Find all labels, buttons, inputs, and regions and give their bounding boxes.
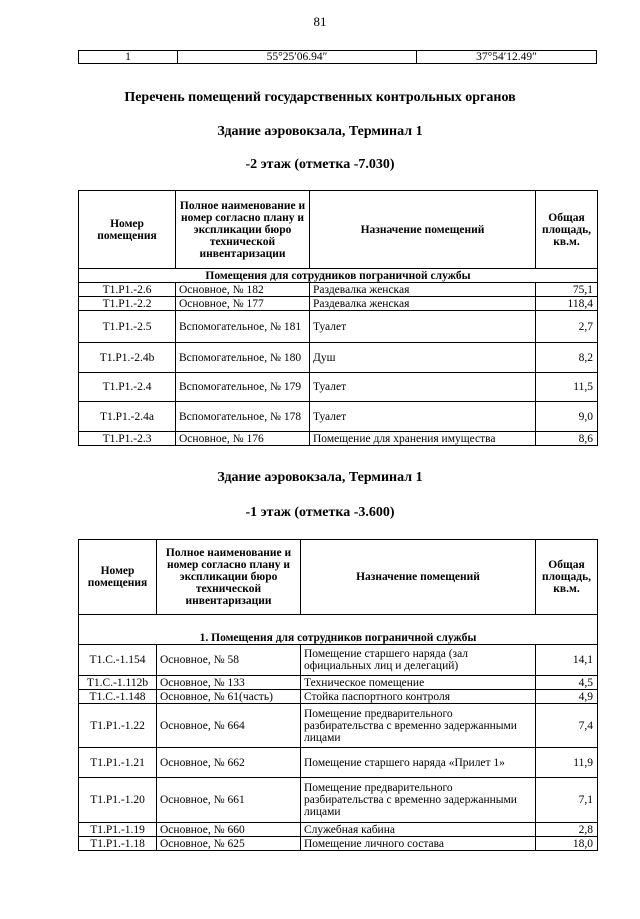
- table-row: [79, 645, 598, 676]
- table-row: [79, 343, 598, 373]
- room-number: T1.P1.-2.5: [79, 311, 176, 343]
- table-row: [79, 51, 597, 64]
- room-area: 2,7: [536, 311, 598, 343]
- room-name: Основное, № 661: [157, 778, 301, 823]
- room-purpose: Туалет: [310, 311, 536, 343]
- table-row: [79, 690, 598, 704]
- room-area: 8,6: [536, 432, 598, 446]
- room-purpose: Туалет: [310, 373, 536, 402]
- room-purpose: Стойка паспортного контроля: [301, 690, 536, 704]
- room-area: 18,0: [536, 837, 598, 851]
- room-name: Основное, № 58: [157, 645, 301, 676]
- room-area: 4,5: [536, 676, 598, 690]
- room-purpose: Туалет: [310, 402, 536, 432]
- page-number: 81: [313, 14, 327, 29]
- header-name: Полное наименование и номер согласно плану и экспликации бюро технической инвентаризации: [176, 191, 310, 269]
- table-row: [79, 283, 598, 297]
- header-area: Общая площадь, кв.м.: [536, 540, 598, 615]
- room-number: T1.C.-1.112b: [79, 676, 157, 690]
- room-purpose: Раздевалка женская: [310, 283, 536, 297]
- room-purpose: Помещение предварительного разбирательства с временно задержанными лицами: [301, 778, 536, 823]
- header-room: Номер помещения: [79, 191, 176, 269]
- rooms-table-floor-minus2: [78, 190, 598, 446]
- table-row: [79, 778, 598, 823]
- room-area: 75,1: [536, 283, 598, 297]
- table-row: [79, 432, 598, 446]
- room-area: 9,0: [536, 402, 598, 432]
- table-header-row: [79, 540, 598, 615]
- list-title: Перечень помещений государственных контрольных органов: [124, 90, 516, 105]
- room-area: 4,9: [536, 690, 598, 704]
- room-number: T1.P1.-1.20: [79, 778, 157, 823]
- header-purpose: Назначение помещений: [301, 540, 536, 615]
- room-name: Основное, № 660: [157, 823, 301, 837]
- room-purpose: Техническое помещение: [301, 676, 536, 690]
- room-name: Основное, № 182: [176, 283, 310, 297]
- table-row: [79, 311, 598, 343]
- table-header-row: [79, 191, 598, 269]
- header-room: Номер помещения: [79, 540, 157, 615]
- room-area: 7,4: [536, 704, 598, 748]
- room-name: Основное, № 176: [176, 432, 310, 446]
- building-title-2: Здание аэровокзала, Терминал 1: [217, 470, 423, 485]
- room-name: Вспомогательное, № 181: [176, 311, 310, 343]
- table-row: [79, 823, 598, 837]
- table-row: [79, 837, 598, 851]
- room-name: Основное, № 61(часть): [157, 690, 301, 704]
- room-area: 8,2: [536, 343, 598, 373]
- room-purpose: Помещение личного состава: [301, 837, 536, 851]
- room-area: 7,1: [536, 778, 598, 823]
- section-title: Помещения для сотрудников пограничной службы: [79, 269, 598, 283]
- coord-latitude: 55°25′06.94″: [178, 51, 417, 64]
- header-purpose: Назначение помещений: [310, 191, 536, 269]
- room-number: T1.P1.-2.4: [79, 373, 176, 402]
- room-purpose: Раздевалка женская: [310, 297, 536, 311]
- coord-number: 1: [79, 51, 178, 64]
- room-area: 11,5: [536, 373, 598, 402]
- room-number: T1.P1.-1.18: [79, 837, 157, 851]
- floor-title-1: -2 этаж (отметка -7.030): [245, 157, 395, 172]
- room-number: T1.C.-1.154: [79, 645, 157, 676]
- room-purpose: Помещение старшего наряда (зал официальных лиц и делегаций): [301, 645, 536, 676]
- room-purpose: Помещение предварительного разбирательства с временно задержанными лицами: [301, 704, 536, 748]
- room-number: T1.P1.-2.3: [79, 432, 176, 446]
- table-row: [79, 676, 598, 690]
- room-purpose: Служебная кабина: [301, 823, 536, 837]
- room-name: Основное, № 662: [157, 748, 301, 778]
- building-title-1: Здание аэровокзала, Терминал 1: [217, 124, 423, 139]
- table-row: [79, 748, 598, 778]
- room-name: Вспомогательное, № 179: [176, 373, 310, 402]
- room-area: 2,8: [536, 823, 598, 837]
- header-name: Полное наименование и номер согласно плану и экспликации бюро технической инвентаризации: [157, 540, 301, 615]
- table-row: [79, 704, 598, 748]
- room-name: Основное, № 664: [157, 704, 301, 748]
- room-number: T1.C.-1.148: [79, 690, 157, 704]
- room-name: Вспомогательное, № 180: [176, 343, 310, 373]
- coord-longitude: 37°54′12.49″: [417, 51, 597, 64]
- table-row: [79, 373, 598, 402]
- room-number: T1.P1.-2.2: [79, 297, 176, 311]
- room-number: T1.P1.-2.6: [79, 283, 176, 297]
- room-area: 14,1: [536, 645, 598, 676]
- room-purpose: Душ: [310, 343, 536, 373]
- room-number: T1.P1.-1.22: [79, 704, 157, 748]
- room-area: 118,4: [536, 297, 598, 311]
- room-name: Вспомогательное, № 178: [176, 402, 310, 432]
- room-name: Основное, № 133: [157, 676, 301, 690]
- section-row: [79, 269, 598, 283]
- room-number: T1.P1.-2.4a: [79, 402, 176, 432]
- section-title: 1. Помещения для сотрудников пограничной службы: [79, 615, 598, 645]
- rooms-table-floor-minus1: [78, 539, 598, 851]
- coordinates-table: [78, 50, 597, 64]
- room-number: T1.P1.-2.4b: [79, 343, 176, 373]
- room-name: Основное, № 177: [176, 297, 310, 311]
- room-number: T1.P1.-1.19: [79, 823, 157, 837]
- section-row: [79, 615, 598, 645]
- room-purpose: Помещение для хранения имущества: [310, 432, 536, 446]
- room-area: 11,9: [536, 748, 598, 778]
- table-row: [79, 297, 598, 311]
- room-purpose: Помещение старшего наряда «Прилет 1»: [301, 748, 536, 778]
- room-name: Основное, № 625: [157, 837, 301, 851]
- room-number: T1.P1.-1.21: [79, 748, 157, 778]
- floor-title-2: -1 этаж (отметка -3.600): [245, 505, 395, 520]
- header-area: Общая площадь, кв.м.: [536, 191, 598, 269]
- table-row: [79, 402, 598, 432]
